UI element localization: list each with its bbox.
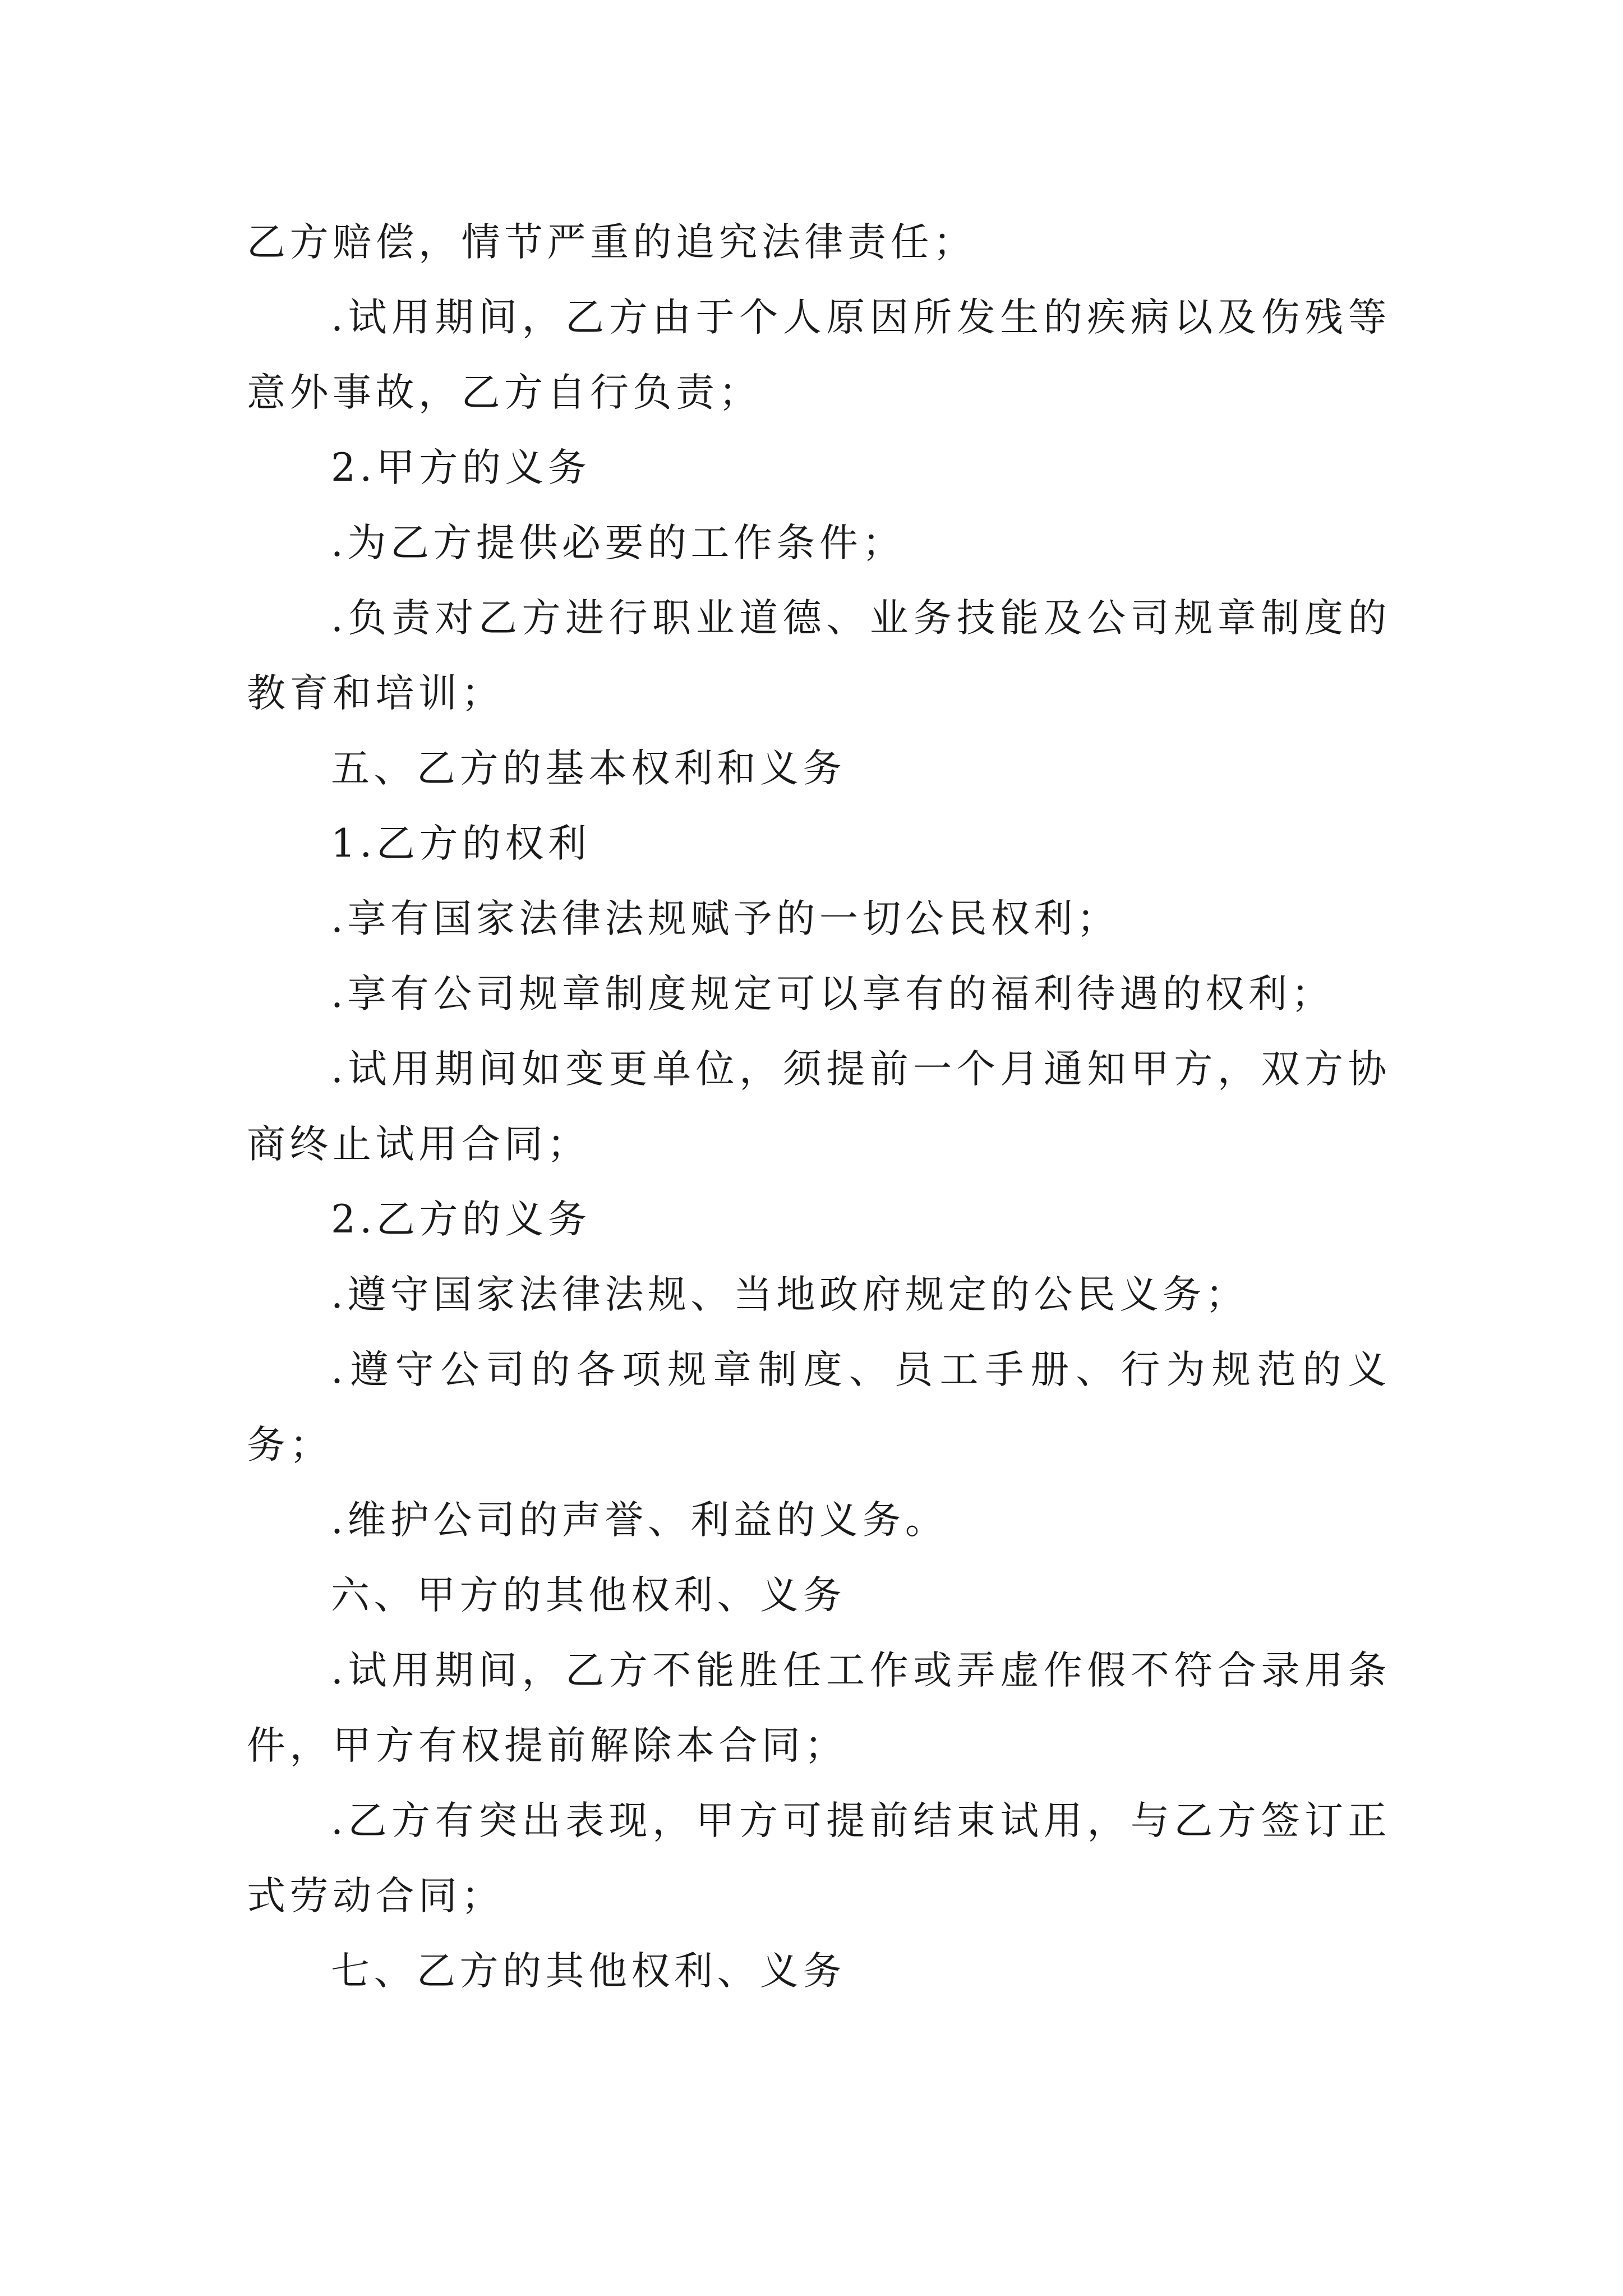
paragraph-14: .维护公司的声誉、利益的义务。	[331, 1498, 948, 1543]
section-heading-party-b-obligations: 2.乙方的义务	[331, 1197, 591, 1242]
paragraph-10: .试用期间如变更单位，须提前一个月通知甲方，双方协商终止试用合同；	[247, 1047, 1391, 1167]
paragraph-13: .遵守公司的各项规章制度、员工手册、行为规范的义务；	[247, 1347, 1391, 1467]
section-heading-6: 六、甲方的其他权利、义务	[331, 1573, 846, 1618]
paragraph-16: .试用期间，乙方不能胜任工作或弄虚作假不符合录用条件，甲方有权提前解除本合同；	[247, 1648, 1391, 1768]
section-heading-party-a-obligations: 2.甲方的义务	[331, 445, 591, 490]
section-heading-5: 五、乙方的基本权利和义务	[331, 746, 846, 791]
document-body	[247, 205, 1391, 2009]
paragraph-9: .享有公司规章制度规定可以享有的福利待遇的权利；	[331, 972, 1334, 1016]
paragraph-8: .享有国家法律法规赋予的一切公民权利；	[331, 896, 1120, 941]
paragraph-1: 乙方赔偿，情节严重的追究法律责任；	[247, 220, 976, 265]
paragraph-5: .负责对乙方进行职业道德、业务技能及公司规章制度的教育和培训；	[247, 596, 1391, 716]
section-heading-7: 七、乙方的其他权利、义务	[331, 1949, 846, 1994]
paragraph-4: .为乙方提供必要的工作条件；	[331, 521, 905, 565]
paragraph-12: .遵守国家法律法规、当地政府规定的公民义务；	[331, 1272, 1248, 1317]
section-heading-party-b-rights: 1.乙方的权利	[331, 821, 591, 866]
paragraph-17: .乙方有突出表现，甲方可提前结束试用，与乙方签订正式劳动合同；	[247, 1798, 1391, 1918]
paragraph-2: .试用期间，乙方由于个人原因所发生的疾病以及伤残等意外事故，乙方自行负责；	[247, 295, 1391, 415]
